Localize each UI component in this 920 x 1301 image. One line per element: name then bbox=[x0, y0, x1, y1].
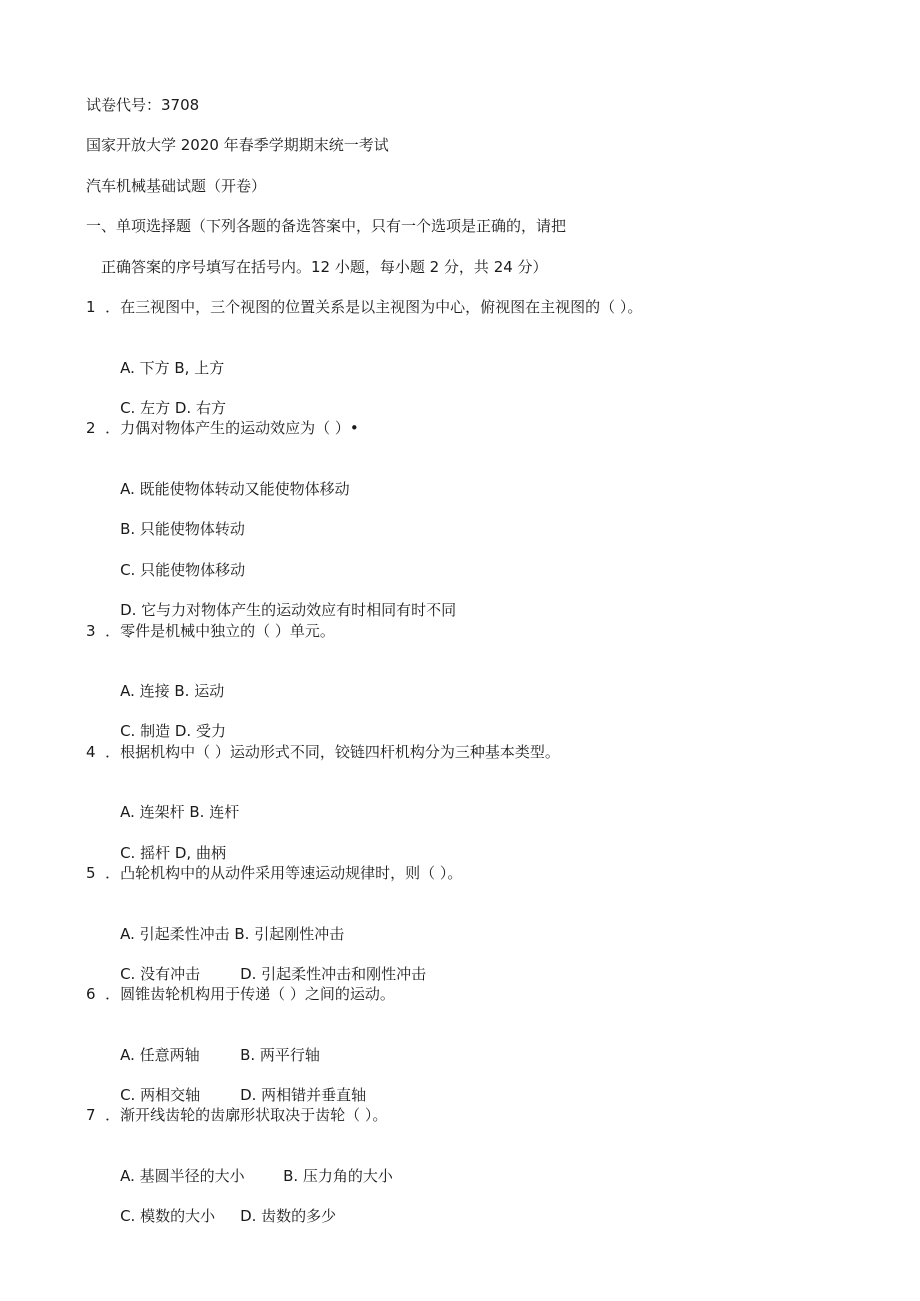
option-text: B. 只能使物体转动 bbox=[120, 520, 245, 538]
question-6-stem: 6 ．圆锥齿轮机构用于传递（ ）之间的运动。 bbox=[86, 985, 395, 1003]
option-text: A. 连架杆 B. 连杆 bbox=[120, 803, 240, 821]
question-4-stem: 4 ．根据机构中（ ）运动形式不同，铰链四杆机构分为三种基本类型。 bbox=[86, 743, 560, 761]
option-text: C. 摇杆 D, 曲柄 bbox=[120, 844, 226, 862]
option-text: C. 模数的大小 bbox=[120, 1207, 216, 1225]
option-text: A. 既能使物体转动又能使物体移动 bbox=[120, 480, 350, 498]
question-5-stem: 5 ．凸轮机构中的从动件采用等速运动规律时，则（ ）。 bbox=[86, 864, 463, 882]
option-text: A. 任意两轴 bbox=[120, 1046, 200, 1064]
question-7-stem: 7 ．渐开线齿轮的齿廓形状取决于齿轮（ ）。 bbox=[86, 1106, 388, 1124]
option-text: C. 制造 D. 受力 bbox=[120, 722, 226, 740]
option-text: C. 只能使物体移动 bbox=[120, 561, 246, 579]
paper-code: 试卷代号：3708 bbox=[86, 96, 200, 114]
option-text: D. 引起柔性冲击和刚性冲击 bbox=[240, 965, 427, 983]
option-text: A. 下方 B, 上方 bbox=[120, 359, 225, 377]
option-text: C. 两相交轴 bbox=[120, 1086, 201, 1104]
option-text: B. 压力角的大小 bbox=[283, 1167, 393, 1185]
subject-title: 汽车机械基础试题（开卷） bbox=[86, 177, 267, 195]
option-text: C. 没有冲击 bbox=[120, 965, 201, 983]
section-title-line1: 一、单项选择题（下列各题的备选答案中，只有一个选项是正确的，请把 bbox=[86, 217, 567, 235]
option-text: A. 连接 B. 运动 bbox=[120, 682, 225, 700]
option-text: D. 两相错并垂直轴 bbox=[240, 1086, 367, 1104]
question-7-options-2 bbox=[101, 1186, 336, 1246]
exam-title: 国家开放大学 2020 年春季学期期末统一考试 bbox=[86, 136, 389, 154]
option-text: A. 基圆半径的大小 bbox=[120, 1167, 245, 1185]
question-3-stem: 3 ．零件是机械中独立的（ ）单元。 bbox=[86, 622, 335, 640]
option-text: B. 两平行轴 bbox=[240, 1046, 320, 1064]
option-text: A. 引起柔性冲击 B. 引起刚性冲击 bbox=[120, 925, 345, 943]
question-1-stem: 1 ．在三视图中，三个视图的位置关系是以主视图为中心，俯视图在主视图的（ ）。 bbox=[86, 298, 643, 316]
section-title-line2: 正确答案的序号填写在括号内。12 小题，每小题 2 分，共 24 分） bbox=[101, 258, 548, 276]
question-2-stem: 2 ．力偶对物体产生的运动效应为（ ）• bbox=[86, 419, 359, 437]
option-text: D. 它与力对物体产生的运动效应有时相同有时不同 bbox=[120, 601, 457, 619]
option-text: D. 齿数的多少 bbox=[240, 1207, 337, 1225]
option-text: C. 左方 D. 右方 bbox=[120, 399, 226, 417]
